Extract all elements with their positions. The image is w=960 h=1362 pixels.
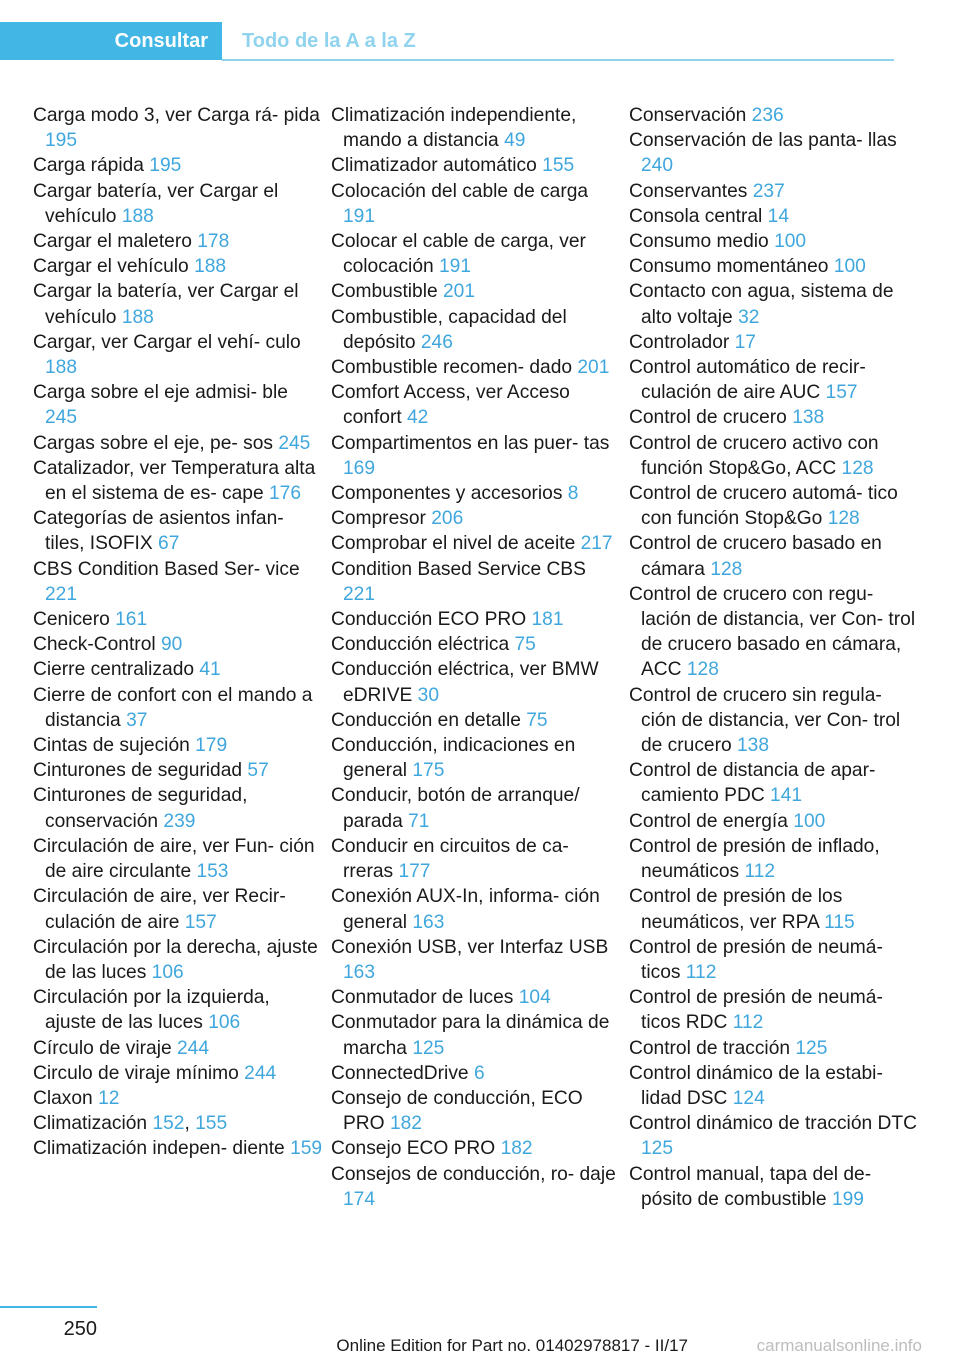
page-reference-link[interactable]: 67: [158, 533, 180, 555]
index-entry-term: Controlador: [629, 331, 730, 353]
page-reference-link[interactable]: 41: [199, 659, 221, 681]
index-entry-term: Conservación de las panta‐ llas: [629, 130, 897, 152]
page-reference-link[interactable]: 175: [412, 760, 445, 782]
index-entry-term: CBS Condition Based Ser‐ vice: [33, 558, 300, 580]
index-column-2: [331, 103, 623, 1212]
page-reference-link[interactable]: 159: [290, 1138, 323, 1160]
page-reference-link[interactable]: 155: [195, 1113, 228, 1135]
page-reference-link[interactable]: 49: [504, 130, 526, 152]
index-entry-term: Check-Control: [33, 634, 156, 656]
index-entry: [331, 380, 623, 430]
index-entry: [33, 657, 325, 682]
index-entry-term: Control dinámico de la estabi‐ lidad DSC: [629, 1062, 883, 1109]
index-entry-term: Climatizador automático: [331, 155, 537, 177]
index-entry: [33, 884, 325, 934]
page-reference-link[interactable]: 201: [577, 357, 610, 379]
page-reference-link[interactable]: 152: [152, 1113, 185, 1135]
page-reference-link[interactable]: 106: [208, 1012, 241, 1034]
index-entry-term: Cargar el vehículo: [33, 256, 189, 278]
index-entry-term: Control de energía: [629, 810, 788, 832]
index-entry: [331, 279, 623, 304]
index-entry-term: Conducción en detalle: [331, 709, 521, 731]
index-entry-term: Claxon: [33, 1087, 93, 1109]
page-reference-link[interactable]: 138: [792, 407, 825, 429]
page-reference-link[interactable]: 30: [417, 684, 439, 706]
index-entry: [629, 683, 921, 759]
index-entry-term: Control de crucero basado en cámara: [629, 533, 882, 580]
index-entry: [33, 783, 325, 833]
index-entry: [33, 683, 325, 733]
index-entry: [33, 431, 325, 456]
index-entry-term: Combustible, capacidad del depósito: [331, 306, 567, 353]
page-reference-link[interactable]: 245: [278, 432, 311, 454]
index-entry: [33, 1086, 325, 1111]
index-entry-term: Conservantes: [629, 180, 748, 202]
index-column-3: [629, 103, 921, 1212]
page-reference-link[interactable]: 37: [126, 709, 148, 731]
index-entry: [33, 153, 325, 178]
index-entry: [331, 481, 623, 506]
index-entry-term: Conducir en circuitos de ca‐ rreras: [331, 835, 569, 883]
index-entry: [33, 254, 325, 279]
page-reference-link[interactable]: 112: [685, 961, 717, 983]
page-reference-link[interactable]: 100: [774, 231, 807, 253]
index-entry: [33, 1136, 325, 1161]
index-entry: [629, 204, 921, 229]
page-reference-link[interactable]: 195: [45, 130, 78, 152]
page-reference-link[interactable]: 106: [151, 961, 184, 983]
index-entry-term: Climatización: [33, 1113, 148, 1135]
page-number: 250: [63, 1318, 97, 1340]
index-entry-term: Componentes y accesorios: [331, 483, 563, 505]
page-reference-link[interactable]: 128: [827, 508, 860, 530]
tab-todo-de-la-a-a-la-z[interactable]: Todo de la A a la Z: [242, 30, 416, 52]
page-reference-link[interactable]: 75: [514, 634, 536, 656]
index-entry-term: Comprobar el nivel de aceite: [331, 533, 576, 555]
index-entry: [629, 582, 921, 683]
page-reference-link[interactable]: 221: [343, 583, 376, 605]
index-entry: [33, 985, 325, 1035]
page-reference-link[interactable]: 239: [163, 810, 196, 832]
index-entry-term: Colocación del cable de carga: [331, 180, 589, 202]
index-entry: [331, 1010, 623, 1060]
index-entry: [331, 355, 623, 380]
page-reference-link[interactable]: 138: [737, 735, 770, 757]
index-entry-term: Climatización indepen‐ diente: [33, 1138, 285, 1160]
header-divider: [222, 59, 894, 61]
index-entry-term: Control manual, tapa del de‐ pósito de combustible: [629, 1163, 872, 1210]
page-reference-link[interactable]: 188: [121, 306, 154, 328]
page-reference-link[interactable]: 178: [197, 231, 230, 253]
index-entry: Climatización 152, 155: [33, 1113, 228, 1135]
index-entry: [33, 456, 325, 506]
index-entry: [331, 179, 623, 229]
index-entry: [331, 1136, 623, 1161]
index-entry-term: Cenicero: [33, 609, 110, 631]
index-entry-term: Control dinámico de tracción DTC: [629, 1113, 917, 1135]
index-entry-term: Consejo de conducción, ECO PRO: [331, 1087, 583, 1135]
index-entry-term: Control de crucero con regu‐ lación de distancia, ver Con‐ trol de crucero basado en cámara, ACC: [629, 583, 916, 681]
page-reference-link[interactable]: 112: [732, 1012, 764, 1034]
page-reference-link[interactable]: 125: [412, 1037, 445, 1059]
page-reference-link[interactable]: 244: [176, 1037, 209, 1059]
index-entry: [629, 884, 921, 934]
index-entry: [331, 506, 623, 531]
index-entry: [629, 1061, 921, 1111]
index-entry: [331, 607, 623, 632]
index-entry-term: Carga sobre el eje admisi‐ ble: [33, 382, 288, 404]
index-entry-term: Conducción eléctrica, ver BMW eDRIVE: [331, 659, 599, 706]
page-reference-link[interactable]: 128: [686, 659, 719, 681]
page-reference-link[interactable]: 188: [121, 205, 154, 227]
index-entry-term: Categorías de asientos infan‐ tiles, ISOFIX: [33, 508, 284, 555]
index-entry-term: Cargar, ver Cargar el vehí‐ culo: [33, 331, 301, 353]
index-entry-term: Cargar el maletero: [33, 231, 192, 253]
index-entry-term: Cierre centralizado: [33, 659, 195, 681]
page-reference-link[interactable]: 12: [98, 1087, 120, 1109]
index-entry: [331, 884, 623, 934]
page-reference-link[interactable]: 169: [343, 457, 376, 479]
index-entry-term: Compresor: [331, 508, 426, 530]
index-entry: [33, 229, 325, 254]
watermark: carmanualsonline.info: [756, 1336, 922, 1355]
index-entry-term: Control de crucero: [629, 407, 787, 429]
page-reference-link[interactable]: 217: [580, 533, 613, 555]
index-entry-term: Control de presión de neumá‐ ticos: [629, 936, 883, 983]
index-entry: [629, 935, 921, 985]
index-entry-term: Compartimentos en las puer‐ tas: [331, 432, 610, 454]
index-entry-term: Comfort Access, ver Acceso confort: [331, 382, 570, 429]
page-reference-link[interactable]: 42: [407, 407, 429, 429]
index-entry-term: Cargar batería, ver Cargar el vehículo: [33, 180, 279, 227]
index-entry-term: Combustible recomen‐ dado: [331, 357, 573, 379]
index-entry: [331, 657, 623, 707]
index-entry: [331, 708, 623, 733]
index-entry: [629, 809, 921, 834]
index-entry-term: Circulación por la izquierda, ajuste de las luces: [33, 987, 270, 1034]
page-reference-link[interactable]: 90: [160, 634, 183, 656]
index-entry: [331, 153, 623, 178]
page-reference-link[interactable]: 115: [824, 911, 855, 933]
index-entry-term: Control de tracción: [629, 1037, 791, 1059]
index-entry-term: Consola central: [629, 205, 763, 227]
page-reference-link[interactable]: 191: [439, 256, 472, 278]
page-reference-link[interactable]: 177: [398, 861, 431, 883]
page-reference-link[interactable]: 163: [343, 961, 376, 983]
index-entry: [629, 1162, 921, 1212]
index-entry-term: Circulo de viraje mínimo: [33, 1062, 239, 1084]
page-reference-link[interactable]: 128: [841, 457, 874, 479]
page-reference-link[interactable]: 182: [500, 1138, 533, 1160]
index-entry-term: Cinturones de seguridad: [33, 760, 243, 782]
index-entry-term: Conservación: [629, 105, 747, 126]
page-reference-link[interactable]: 221: [45, 583, 78, 605]
index-entry-term: Consumo medio: [629, 231, 769, 253]
page-reference-link[interactable]: 181: [531, 609, 564, 631]
index-entry-term: Circulación de aire, ver Recir‐ culación de aire: [33, 886, 286, 933]
page-reference-link[interactable]: 6: [473, 1062, 485, 1084]
index-entry: [33, 330, 325, 380]
index-entry-term: Círculo de viraje: [33, 1037, 172, 1059]
index-entry-term: Conexión USB, ver Interfaz USB: [331, 936, 609, 958]
index-entry-term: Conexión AUX-In, informa‐ ción general: [331, 886, 600, 933]
index-entry: [629, 179, 921, 204]
page-reference-link[interactable]: 179: [195, 735, 228, 757]
page-reference-link[interactable]: 100: [793, 810, 826, 832]
index-entry: [331, 103, 623, 153]
index-entry-term: Carga modo 3, ver Carga rá‐ pida: [33, 105, 320, 126]
index-entry-term: Control de presión de inflado, neumáticos: [629, 835, 880, 883]
page-reference-link[interactable]: 188: [194, 256, 227, 278]
page-reference-link[interactable]: 163: [412, 911, 445, 933]
page-reference-link[interactable]: 124: [732, 1087, 765, 1109]
page-reference-link[interactable]: 71: [408, 810, 430, 832]
index-entry: [33, 1061, 325, 1086]
index-entry: [33, 607, 325, 632]
index-entry: [629, 834, 921, 884]
index-entry: [629, 1036, 921, 1061]
index-entry: [629, 405, 921, 430]
index-column-1: [33, 103, 325, 1162]
index-entry-term: Conducción ECO PRO: [331, 609, 527, 631]
page-reference-link[interactable]: 199: [831, 1188, 864, 1210]
index-entry: [33, 179, 325, 229]
index-entry-term: Carga rápida: [33, 155, 144, 177]
index-entry: [33, 733, 325, 758]
index-entry: [33, 834, 325, 884]
index-entry: [629, 229, 921, 254]
index-entry: [629, 330, 921, 355]
index-entry: [331, 632, 623, 657]
index-entry-term: Control de crucero sin regula‐ ción de distancia, ver Con‐ trol de crucero: [629, 684, 901, 757]
index-entry: [331, 834, 623, 884]
index-entry: [33, 380, 325, 430]
index-entry: [33, 557, 325, 607]
index-entry: [331, 935, 623, 985]
index-entry: [629, 128, 921, 178]
page-reference-link[interactable]: 32: [738, 306, 760, 328]
page-reference-link[interactable]: 104: [518, 987, 551, 1009]
page-reference-link[interactable]: 201: [443, 281, 476, 303]
page-reference-link[interactable]: 240: [641, 155, 674, 177]
index-entry: [331, 305, 623, 355]
index-entry: [331, 1061, 623, 1086]
tab-consultar[interactable]: Consultar: [114, 30, 208, 52]
index-entry: [629, 355, 921, 405]
page-reference-link[interactable]: 236: [751, 105, 784, 126]
page-reference-link[interactable]: 14: [767, 205, 790, 227]
index-entry-term: Contacto con agua, sistema de alto voltaje: [629, 281, 894, 328]
index-entry-term: Conmutador para la dinámica de marcha: [331, 1012, 610, 1059]
index-entry: [629, 254, 921, 279]
index-entry-term: Conducción eléctrica: [331, 634, 510, 656]
page-reference-link[interactable]: 191: [343, 205, 376, 227]
page-reference-link[interactable]: 125: [795, 1037, 828, 1059]
index-entry-term: Circulación por la derecha, ajuste de las luces: [33, 936, 318, 983]
index-entry-term: Condition Based Service CBS: [331, 558, 586, 580]
index-entry-term: Control automático de recir‐ culación de aire AUC: [629, 357, 866, 404]
page-reference-link[interactable]: 174: [343, 1188, 376, 1210]
edition-note: Online Edition for Part no. 01402978817 - II/17: [336, 1336, 688, 1355]
index-entry-term: Colocar el cable de carga, ver colocación: [331, 231, 586, 278]
index-entry-term: Climatización independiente, mando a distancia: [331, 105, 577, 152]
index-entry: [331, 431, 623, 481]
page-reference-link[interactable]: 188: [45, 357, 78, 379]
index-entry: [331, 733, 623, 783]
page-reference-link[interactable]: 100: [833, 256, 866, 278]
index-entry-term: Cargar la batería, ver Cargar el vehículo: [33, 281, 299, 328]
index-entry-term: Circulación de aire, ver Fun‐ ción de aire circulante: [33, 835, 315, 883]
index-entry-term: Control de presión de los neumáticos, ver RPA: [629, 886, 843, 933]
index-entry: [33, 506, 325, 556]
footer-divider: [0, 1306, 97, 1308]
page-reference-link[interactable]: 128: [710, 558, 743, 580]
index-entry-term: Control de crucero activo con función Stop&Go, ACC: [629, 432, 879, 479]
page-reference-link[interactable]: 112: [744, 861, 776, 883]
page-reference-link[interactable]: 244: [244, 1062, 277, 1084]
page-reference-link[interactable]: 57: [247, 760, 269, 782]
index-entry-term: Cargas sobre el eje, pe‐ sos: [33, 432, 273, 454]
page-reference-link[interactable]: 195: [149, 155, 182, 177]
page-reference-link[interactable]: 157: [184, 911, 217, 933]
index-entry: [33, 758, 325, 783]
index-entry: [629, 531, 921, 581]
index-entry-term: Control de distancia de apar‐ camiento PDC: [629, 760, 876, 807]
page-reference-link[interactable]: 75: [526, 709, 548, 731]
index-entry: [331, 557, 623, 607]
page-reference-link[interactable]: 155: [542, 155, 575, 177]
page-reference-link[interactable]: 182: [389, 1113, 422, 1135]
index-entry: [629, 481, 921, 531]
index-entry-term: Control de crucero automá‐ tico con función Stop&Go: [629, 483, 898, 530]
index-entry: [331, 1162, 623, 1212]
index-entry: [33, 103, 325, 153]
index-entry: [331, 531, 623, 556]
page-reference-link[interactable]: 8: [567, 483, 579, 505]
index-entry-term: Consejos de conducción, ro‐ daje: [331, 1163, 616, 1185]
index-entry-term: Cierre de confort con el mando a distancia: [33, 684, 313, 731]
index-entry-term: Catalizador, ver Temperatura alta en el sistema de es‐ cape: [33, 457, 316, 505]
index-entry: [33, 632, 325, 657]
index-entry: [33, 279, 325, 329]
index-entry-term: Conducir, botón de arranque/ parada: [331, 785, 580, 832]
page-reference-link[interactable]: 206: [431, 508, 464, 530]
index-entry: [331, 783, 623, 833]
index-entry-term: Conducción, indicaciones en general: [331, 735, 576, 782]
page-reference-link[interactable]: 161: [115, 609, 148, 631]
index-entry: [331, 229, 623, 279]
index-entry-term: Combustible: [331, 281, 438, 303]
page-reference-link[interactable]: 246: [420, 331, 453, 353]
index-entry: [629, 758, 921, 808]
index-entry: [331, 985, 623, 1010]
index-entry: [629, 985, 921, 1035]
index-entry-term: ConnectedDrive: [331, 1062, 469, 1084]
page-reference-link[interactable]: 176: [269, 483, 302, 505]
page-reference-link[interactable]: 237: [752, 180, 785, 202]
index-entry: [33, 935, 325, 985]
index-entry: [629, 1111, 921, 1161]
index-entry-term: Control de presión de neumá‐ ticos RDC: [629, 987, 883, 1034]
index-entry: [629, 103, 921, 128]
index-entry-term: Cintas de sujeción: [33, 735, 190, 757]
index-entry: [629, 279, 921, 329]
index-entry: [331, 1086, 623, 1136]
index-entry: [33, 1036, 325, 1061]
page-reference-link[interactable]: 153: [196, 861, 229, 883]
index-entry-term: Conmutador de luces: [331, 987, 514, 1009]
index-entry-term: Consejo ECO PRO: [331, 1138, 496, 1160]
page-reference-link[interactable]: 17: [734, 331, 756, 353]
page-reference-link[interactable]: 245: [45, 407, 78, 429]
page-reference-link[interactable]: 141: [770, 785, 803, 807]
index-entry-term: Consumo momentáneo: [629, 256, 829, 278]
page-reference-link[interactable]: 125: [641, 1138, 674, 1160]
page-reference-link[interactable]: 157: [825, 382, 858, 404]
index-entry-term: Cinturones de seguridad, conservación: [33, 785, 248, 832]
index-entry: [629, 431, 921, 481]
